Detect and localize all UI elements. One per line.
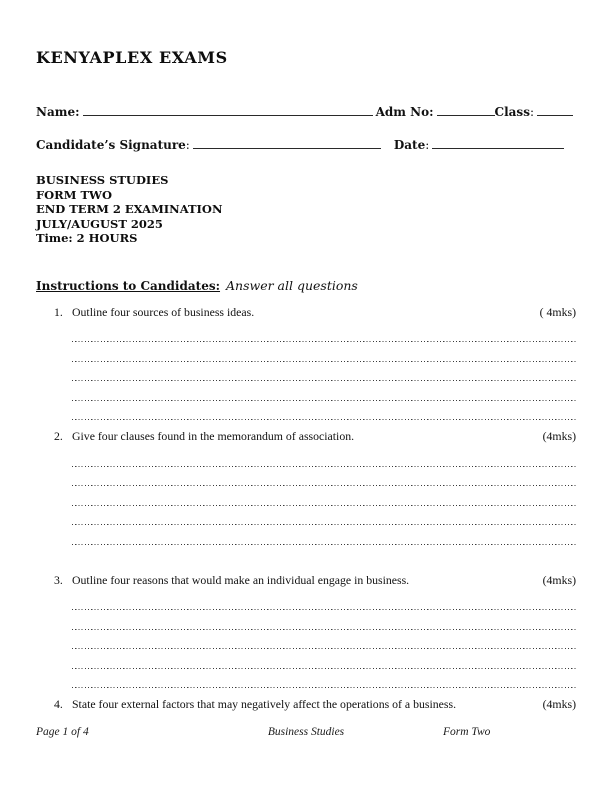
exam-detail-line: END TERM 2 EXAMINATION: [36, 202, 223, 217]
answer-dotted-line: [72, 525, 576, 545]
question-number: 3.: [54, 572, 63, 587]
question-block: [36, 697, 576, 712]
adm-no-blank-line: [437, 103, 495, 116]
footer-subject: Business Studies: [267, 726, 345, 738]
answer-dotted-line: [72, 486, 576, 506]
page-footer: [36, 726, 576, 742]
instructions-label: Instructions to Candidates:: [36, 278, 221, 293]
answer-dotted-line: [72, 630, 576, 650]
class-colon: :: [529, 105, 534, 119]
answer-dotted-line: [72, 447, 576, 467]
signature-label: Candidate’s Signature: [36, 138, 186, 152]
question-heading: [36, 697, 576, 712]
answer-dotted-line: [72, 506, 576, 526]
signature-blank-line: [193, 136, 381, 149]
question-marks: (4mks): [542, 429, 576, 444]
exam-detail-line: BUSINESS STUDIES: [36, 173, 169, 187]
date-label: Date: [393, 138, 426, 152]
question-text: Outline four sources of business ideas.: [72, 304, 255, 319]
date-colon: :: [425, 138, 430, 152]
exam-detail-line: FORM TWO: [36, 187, 112, 202]
answer-dotted-line: [72, 610, 576, 630]
exam-details-block: [36, 173, 576, 246]
name-blank-line: [83, 103, 373, 116]
footer-form: Form Two: [443, 726, 491, 738]
question-marks: (4mks): [542, 697, 576, 712]
name-label: Name:: [36, 105, 80, 119]
question-text: Outline four reasons that would make an individual engage in business.: [72, 572, 410, 587]
exam-detail-line: JULY/AUGUST 2025: [36, 216, 163, 231]
name-row: [36, 103, 576, 119]
class-blank-line: [537, 103, 573, 116]
answer-dotted-line: [72, 467, 576, 487]
answer-dotted-line: [72, 401, 576, 421]
answer-dotted-line: [72, 381, 576, 401]
question-block: [36, 429, 576, 545]
question-text: State four external factors that may negatively affect the operations of a business.: [72, 697, 457, 712]
answer-dotted-line: [72, 649, 576, 669]
question-marks: (4mks): [542, 572, 576, 587]
answer-dotted-line: [72, 362, 576, 382]
class-label: Class: [494, 105, 530, 119]
questions-list: [36, 305, 576, 713]
exam-detail-line: Time: 2 HOURS: [36, 231, 138, 246]
question-marks: ( 4mks): [539, 304, 576, 319]
question-block: [36, 305, 576, 421]
answer-lines: [72, 591, 576, 689]
question-heading: [36, 573, 576, 588]
question-number: 4.: [54, 697, 63, 712]
question-heading: [36, 305, 576, 320]
adm-no-label: Adm No:: [375, 105, 434, 119]
signature-colon: :: [185, 138, 190, 152]
question-number: 2.: [54, 429, 63, 444]
footer-page-number: Page 1 of 4: [36, 726, 89, 738]
answer-lines: [72, 323, 576, 421]
instructions-text: Answer all questions: [226, 277, 358, 293]
question-text: Give four clauses found in the memorandum of association.: [72, 429, 355, 444]
answer-lines: [72, 447, 576, 545]
page-title: KENYAPLEX EXAMS: [36, 48, 228, 67]
answer-dotted-line: [72, 342, 576, 362]
question-number: 1.: [54, 304, 63, 319]
instructions-row: [36, 278, 576, 293]
signature-row: [36, 136, 576, 152]
answer-dotted-line: [72, 669, 576, 689]
answer-dotted-line: [72, 591, 576, 611]
question-block: [36, 573, 576, 689]
date-blank-line: [432, 136, 564, 149]
question-heading: [36, 429, 576, 444]
answer-dotted-line: [72, 323, 576, 343]
